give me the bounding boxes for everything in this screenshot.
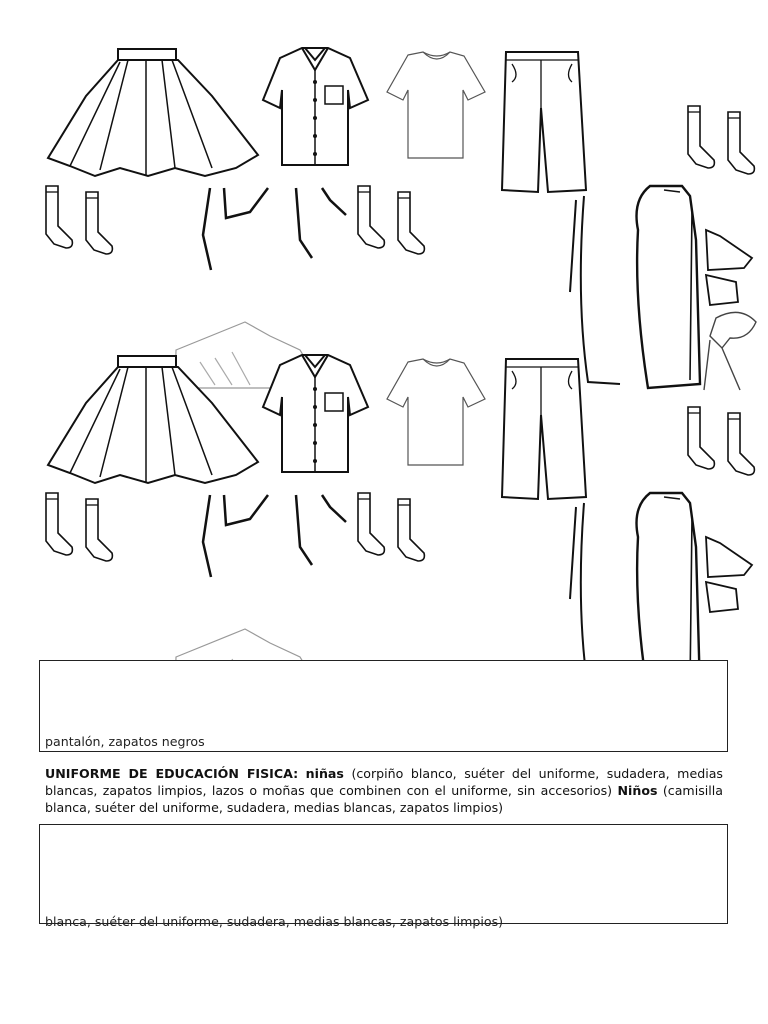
- clothing-row-2: [46, 355, 754, 695]
- boys-label: Niños: [617, 783, 658, 798]
- section-heading: UNIFORME DE EDUCACIÓN FISICA:: [45, 766, 299, 781]
- boys-items: (camisilla blanca, suéter del uniforme, sudadera, medias blancas, zapatos limpios): [45, 783, 723, 815]
- answer-box-2: [39, 824, 728, 924]
- clothing-row-1: [46, 48, 756, 390]
- cropped-text-1: pantalón, zapatos negros: [45, 734, 205, 749]
- pe-uniform-paragraph: [45, 765, 723, 816]
- cropped-text-line-2: [45, 914, 723, 932]
- cropped-text-2: blanca, suéter del uniforme, sudadera, medias blancas, zapatos limpios): [45, 914, 504, 929]
- girls-label: niñas: [305, 766, 344, 781]
- cropped-text-line-1: [45, 734, 723, 752]
- girls-items: (corpiño blanco, suéter del uniforme, sudadera, medias blancas, zapatos limpios, lazos o moñas que combinen con el uniforme, sin accesorios): [45, 766, 723, 798]
